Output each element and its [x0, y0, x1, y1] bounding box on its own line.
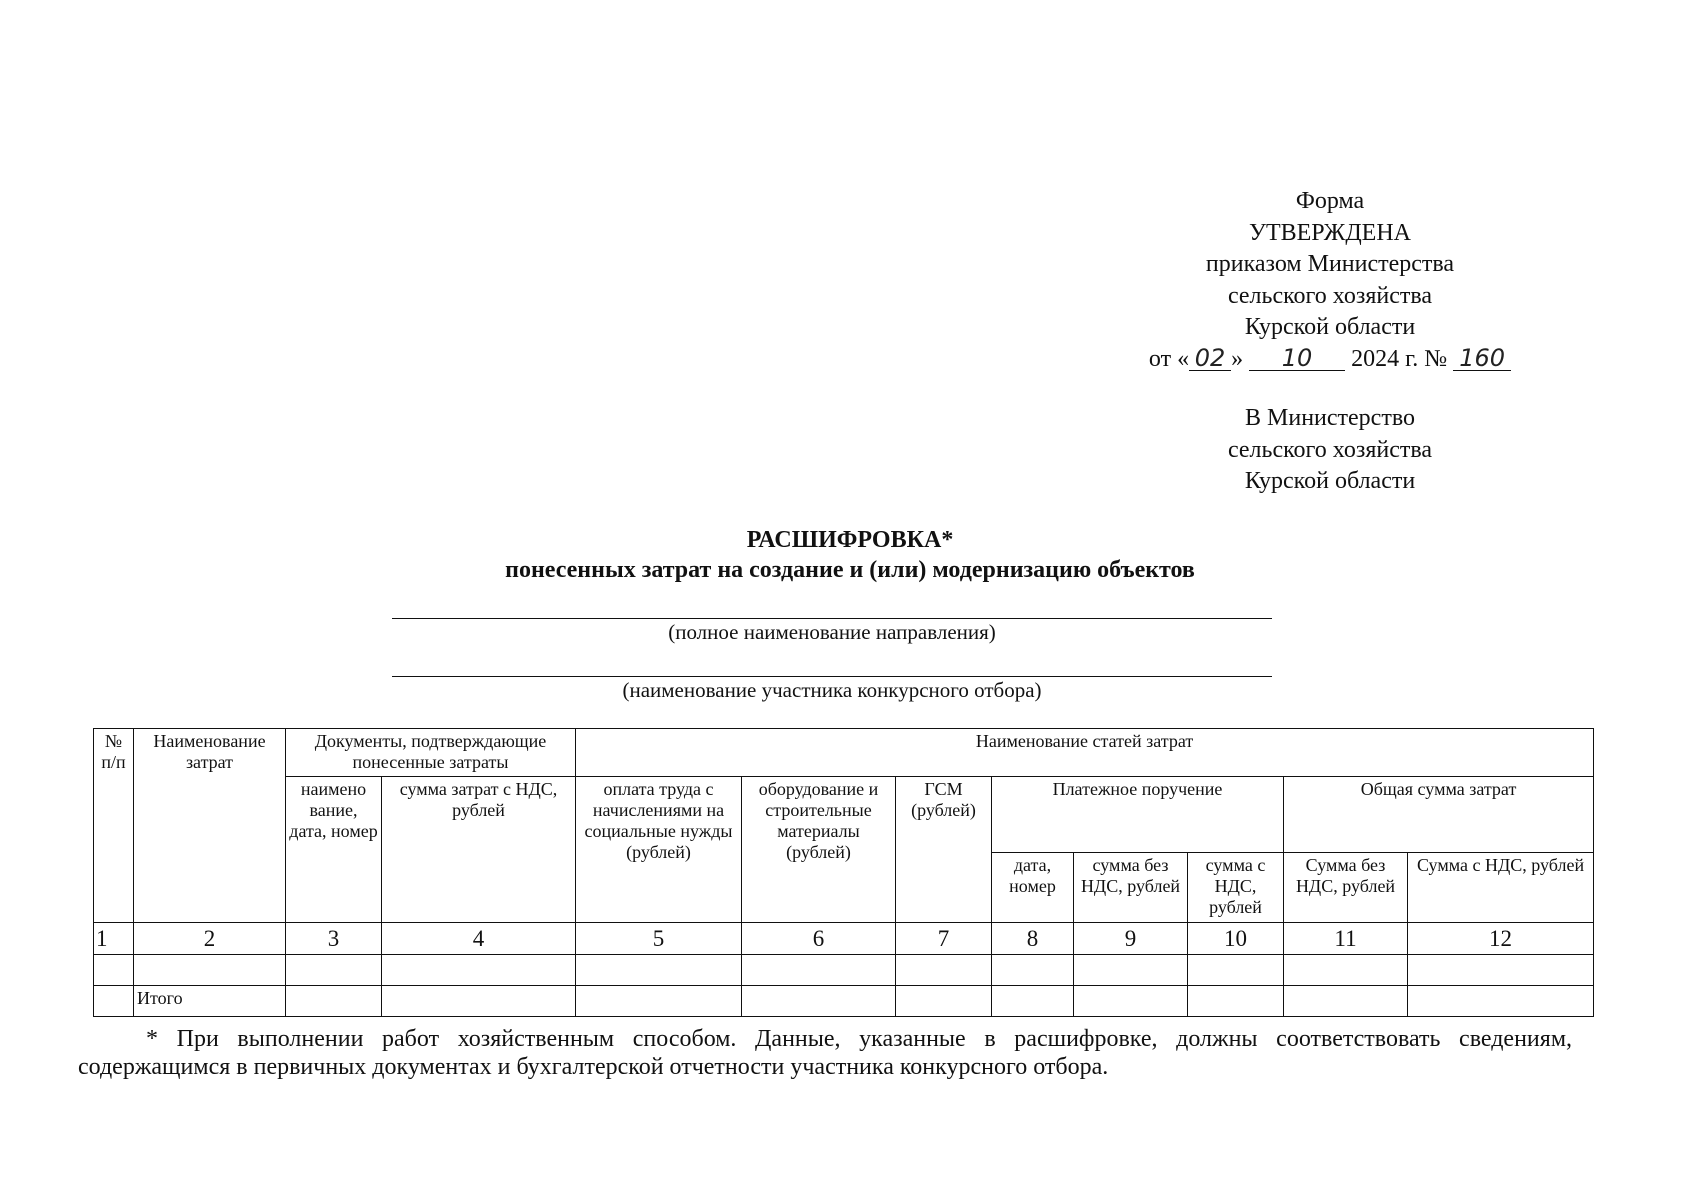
table-cell[interactable]: [1188, 986, 1284, 1017]
column-number: 4: [382, 923, 576, 955]
table-cell[interactable]: [1188, 955, 1284, 986]
table-cell[interactable]: [742, 986, 896, 1017]
table-cell[interactable]: [992, 986, 1074, 1017]
document-title: [300, 525, 1400, 585]
approval-block: [1110, 186, 1550, 375]
header-total-no-vat: Сумма без НДС, рублей: [1284, 853, 1408, 923]
header-payment-group: Платежное поручение: [992, 777, 1284, 853]
column-number: 11: [1284, 923, 1408, 955]
column-number: 8: [992, 923, 1074, 955]
addressee-line-2: сельского хозяйства: [1227, 436, 1433, 463]
table-cell[interactable]: [896, 986, 992, 1017]
header-num: № п/п: [94, 729, 134, 923]
header-total-vat: Сумма с НДС, рублей: [1408, 853, 1594, 923]
order-number-handwritten: 160: [1453, 346, 1511, 371]
addressee-line-3: Курской области: [1244, 468, 1416, 494]
total-label: Итого: [134, 986, 286, 1017]
direction-fill-line[interactable]: [392, 618, 1272, 619]
header-cost-items-group: Наименование статей затрат: [576, 729, 1594, 777]
date-month-handwritten: 10: [1249, 346, 1345, 371]
table-cell[interactable]: [576, 955, 742, 986]
table-cell[interactable]: [94, 986, 134, 1017]
table-cell[interactable]: [1074, 986, 1188, 1017]
column-number-row: [94, 923, 1594, 955]
table-cell[interactable]: [896, 955, 992, 986]
table-cell[interactable]: [286, 955, 382, 986]
table-cell[interactable]: [286, 986, 382, 1017]
table-cell[interactable]: [1074, 955, 1188, 986]
column-number: 9: [1074, 923, 1188, 955]
table-row-total: [94, 986, 1594, 1017]
header-labor: оплата труда с начислениями на социальные нужды (рублей): [576, 777, 742, 923]
title-main: РАСШИФРОВКА*: [746, 527, 954, 553]
table-cell[interactable]: [382, 986, 576, 1017]
column-number: 5: [576, 923, 742, 955]
column-number: 2: [134, 923, 286, 955]
table-cell[interactable]: [1408, 986, 1594, 1017]
costs-table: [93, 728, 1594, 1017]
table-cell[interactable]: [576, 986, 742, 1017]
table-cell[interactable]: [1408, 955, 1594, 986]
header-docs-group: Документы, подтверждающие понесенные затраты: [286, 729, 576, 777]
column-number: 6: [742, 923, 896, 955]
footnote: * При выполнении работ хозяйственным способом. Данные, указанные в расшифровке, должны соответствовать сведениям, содержащимся в первичных документах и бухгалтерской отчетности участника конкурсного отбора.: [78, 1026, 1572, 1080]
table-cell[interactable]: [992, 955, 1074, 986]
date-quote-close: »: [1231, 345, 1244, 372]
addressee-block: [1200, 403, 1460, 498]
header-payment-date: дата, номер: [992, 853, 1074, 923]
table-row-empty: [94, 955, 1594, 986]
column-number: 12: [1408, 923, 1594, 955]
header-equipment: оборудование и строительные материалы (рублей): [742, 777, 896, 923]
addressee-line-1: В Министерство: [1245, 405, 1415, 431]
approval-approved-label: УТВЕРЖДЕНА: [1248, 219, 1412, 246]
date-year: 2024 г. №: [1351, 345, 1448, 372]
header-cost-name: Наименование затрат: [134, 729, 286, 923]
table-cell[interactable]: [742, 955, 896, 986]
participant-fill-line[interactable]: [392, 676, 1272, 677]
participant-caption: (наименование участника конкурсного отбора): [622, 678, 1042, 702]
header-docs-sum: сумма затрат с НДС, рублей: [382, 777, 576, 923]
direction-caption: (полное наименование направления): [668, 620, 996, 644]
approval-region-line: Курской области: [1244, 314, 1416, 340]
approval-date-line: [1110, 344, 1550, 376]
table-cell[interactable]: [94, 955, 134, 986]
header-payment-no-vat: сумма без НДС, рублей: [1074, 853, 1188, 923]
column-number: 1: [94, 923, 134, 955]
table-cell[interactable]: [382, 955, 576, 986]
header-row-1: [94, 729, 1594, 777]
header-docs-name: наимено вание, дата, номер: [286, 777, 382, 923]
header-payment-vat: сумма с НДС, рублей: [1188, 853, 1284, 923]
header-fuel: ГСМ (рублей): [896, 777, 992, 923]
title-subtitle: понесенных затрат на создание и (или) модернизацию объектов: [505, 557, 1195, 583]
column-number: 3: [286, 923, 382, 955]
column-number: 10: [1188, 923, 1284, 955]
header-total-group: Общая сумма затрат: [1284, 777, 1594, 853]
approval-ministry-line: сельского хозяйства: [1227, 282, 1433, 309]
approval-order-label: приказом Министерства: [1205, 251, 1455, 277]
approval-form-label: Форма: [1295, 188, 1365, 214]
date-day-handwritten: 02: [1189, 346, 1231, 371]
table-cell[interactable]: [1284, 955, 1408, 986]
table-cell[interactable]: [134, 955, 286, 986]
column-number: 7: [896, 923, 992, 955]
header-row-2: [94, 777, 1594, 853]
date-prefix: от «: [1148, 345, 1190, 372]
table-cell[interactable]: [1284, 986, 1408, 1017]
